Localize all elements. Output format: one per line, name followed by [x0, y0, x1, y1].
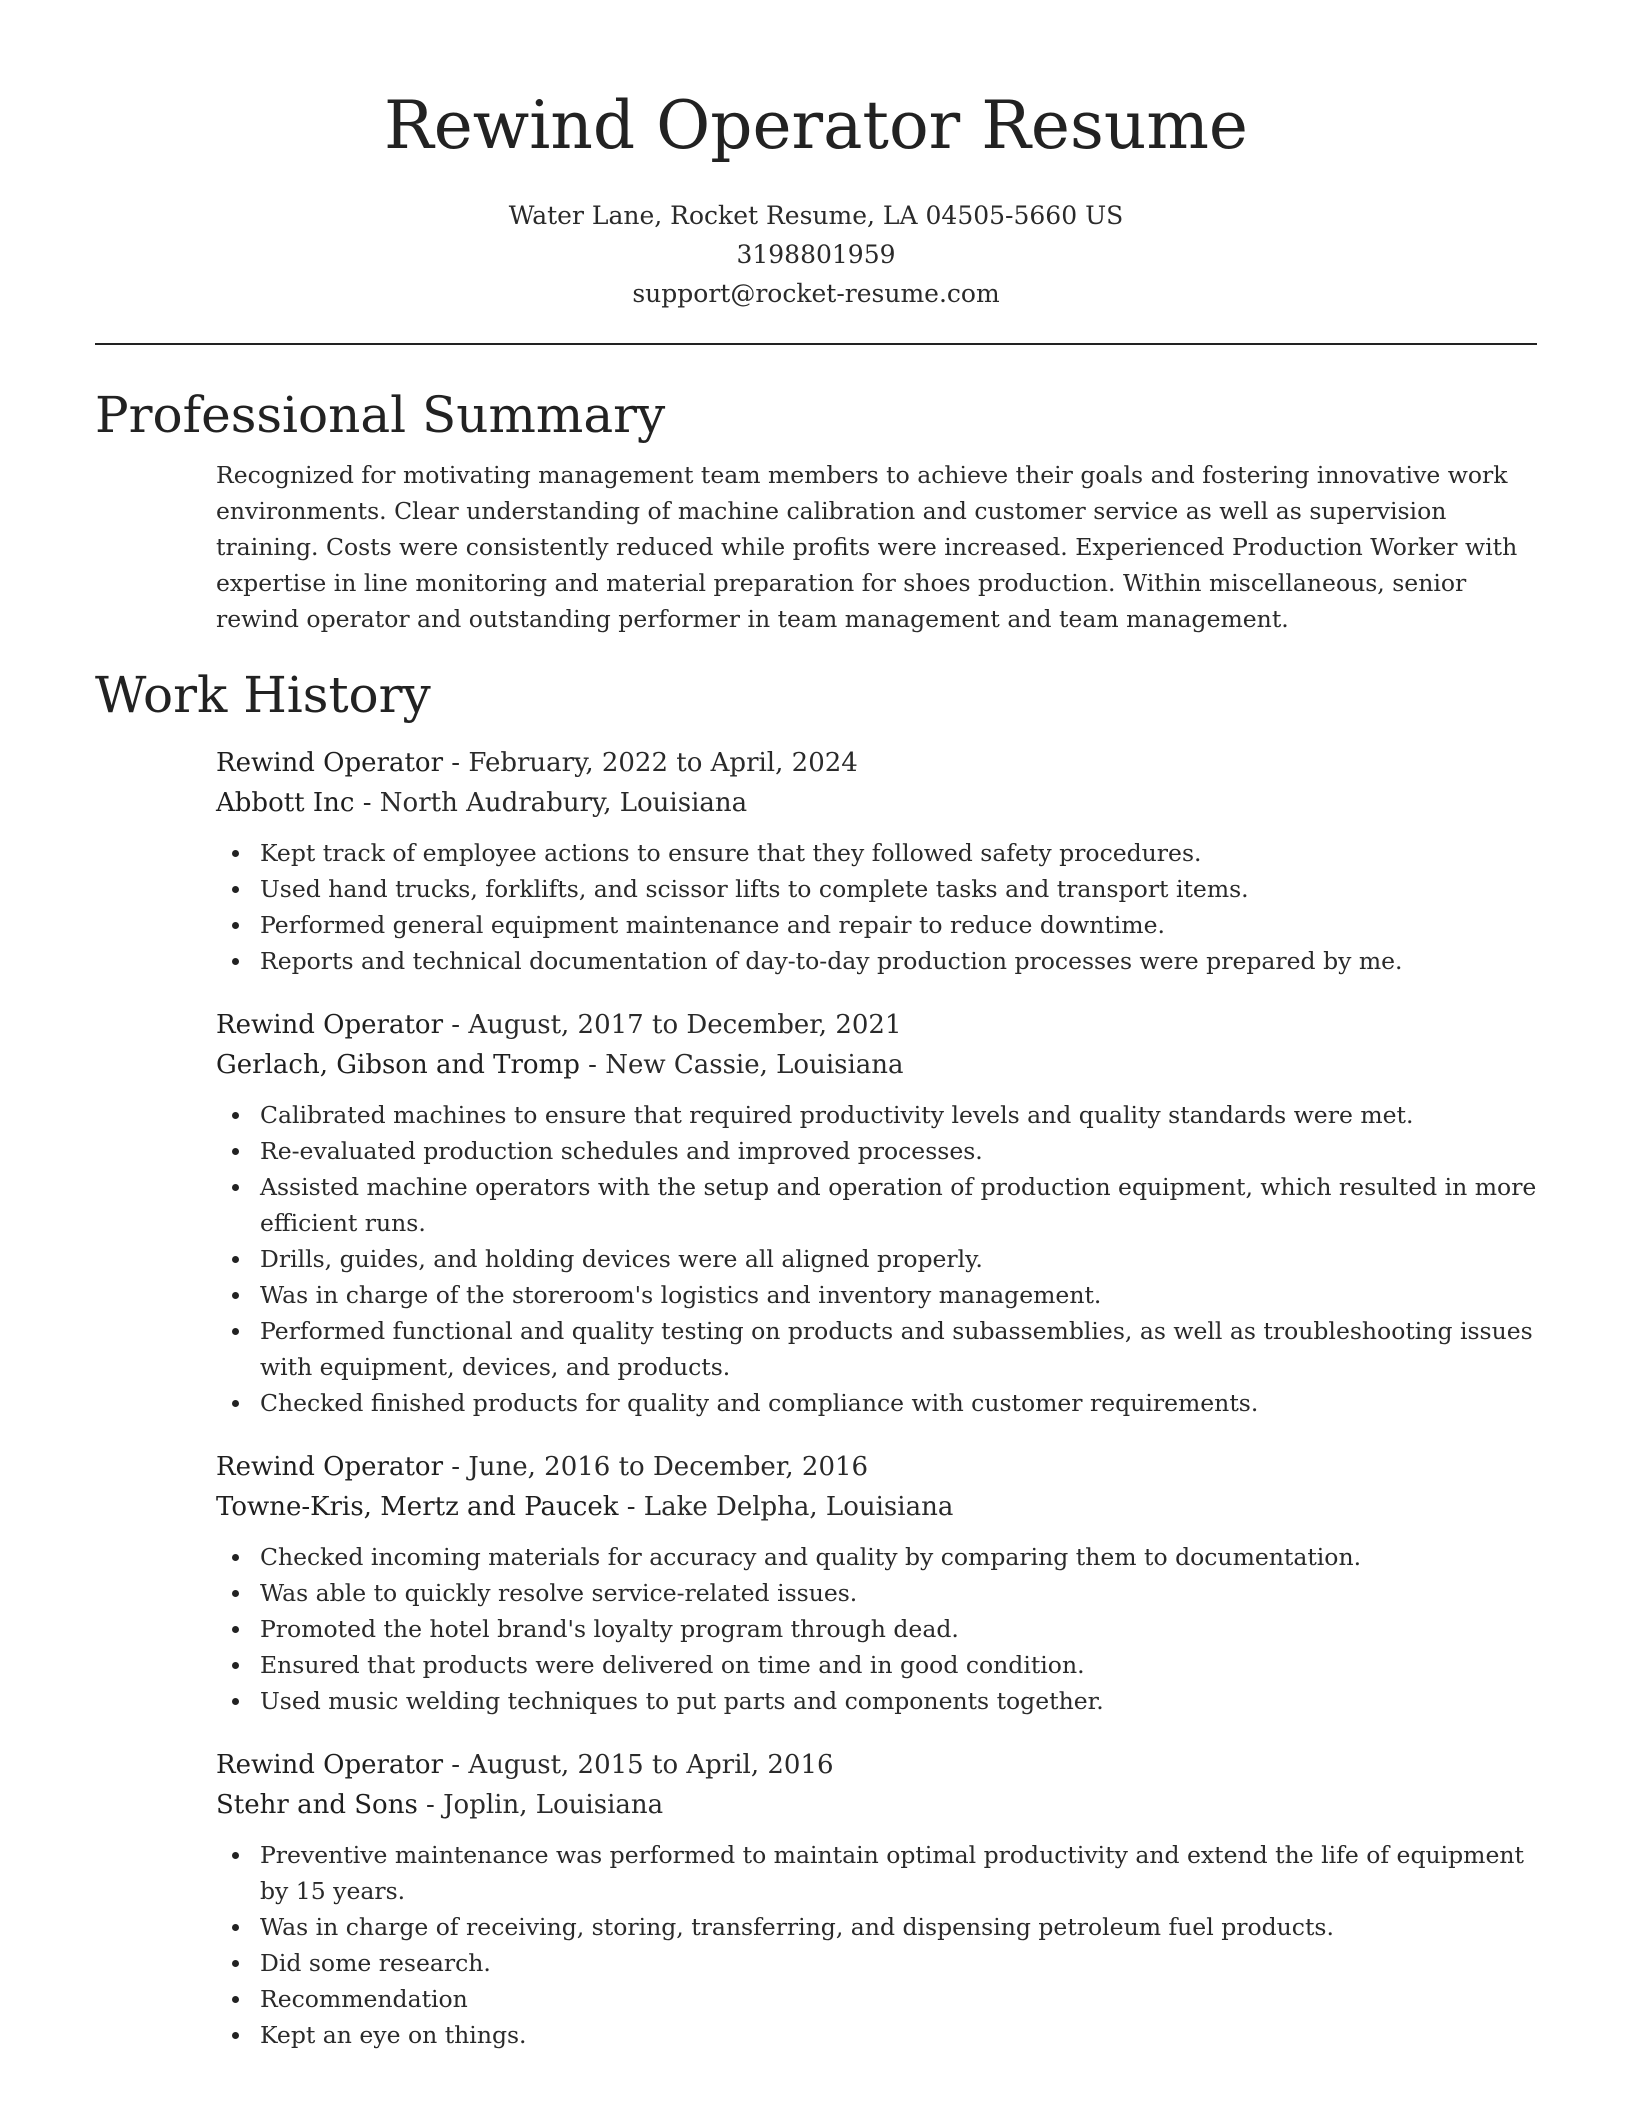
job-entry [216, 1005, 1537, 1421]
list-item: Promoted the hotel brand's loyalty program through dead. [216, 1611, 1537, 1647]
work-history-heading: Work History [95, 666, 431, 724]
list-item: Checked finished products for quality and compliance with customer requirements. [216, 1385, 1537, 1421]
job-bullet-list [216, 1539, 1537, 1719]
list-item: Reports and technical documentation of day-to-day production processes were prepared by me. [216, 943, 1537, 979]
job-dates: August, 2017 to December, 2021 [468, 1010, 902, 1040]
list-item: Kept an eye on things. [216, 2017, 1537, 2053]
job-position: Rewind Operator [216, 748, 443, 778]
list-item: Re-evaluated production schedules and improved processes. [216, 1133, 1537, 1169]
summary-text: Recognized for motivating management team members to achieve their goals and fostering innovative work environments. Clear understanding of machine calibration and customer service as well as supervision training. Costs were consistently reduced while profits were increased. Experienced Production Worker with expertise in line monitoring and material preparation for shoes production. Within miscellaneous, senior rewind operator and outstanding performer in team management and team management. [216, 461, 1518, 633]
list-item: Recommendation [216, 1981, 1537, 2017]
contact-email: support@rocket-resume.com [632, 279, 1000, 308]
job-entry [216, 1745, 1537, 2053]
summary-heading: Professional Summary [95, 386, 666, 444]
job-location: Joplin, Louisiana [443, 1790, 664, 1820]
job-entry [216, 743, 1537, 979]
list-item: Used music welding techniques to put parts and components together. [216, 1683, 1537, 1719]
work-history-section [95, 665, 1537, 2053]
job-dates: June, 2016 to December, 2016 [468, 1452, 869, 1482]
job-company-line: Towne-Kris, Mertz and Paucek - Lake Delpha, Louisiana [216, 1492, 954, 1522]
summary-section [95, 385, 1537, 637]
contact-info [95, 196, 1537, 313]
job-bullet-list [216, 835, 1537, 979]
job-location: Lake Delpha, Louisiana [643, 1492, 954, 1522]
job-company-line: Abbott Inc - North Audrabury, Louisiana [216, 788, 748, 818]
job-dates: February, 2022 to April, 2024 [468, 748, 858, 778]
job-title-line: Rewind Operator - June, 2016 to December, 2016 [216, 1452, 869, 1482]
job-location: North Audrabury, Louisiana [379, 788, 748, 818]
job-position: Rewind Operator [216, 1010, 443, 1040]
job-title-line: Rewind Operator - February, 2022 to April, 2024 [216, 748, 858, 778]
list-item: Checked incoming materials for accuracy and quality by comparing them to documentation. [216, 1539, 1537, 1575]
job-company: Towne-Kris, Mertz and Paucek [216, 1492, 619, 1522]
job-bullet-list [216, 1837, 1537, 2053]
job-dates: August, 2015 to April, 2016 [468, 1750, 834, 1780]
list-item: Was able to quickly resolve service-related issues. [216, 1575, 1537, 1611]
page-title: Rewind Operator Resume [384, 87, 1248, 164]
list-item: Performed functional and quality testing on products and subassemblies, as well as troubleshooting issues with equipment, devices, and products. [216, 1313, 1537, 1385]
header-divider [95, 343, 1537, 345]
job-company-line: Gerlach, Gibson and Tromp - New Cassie, Louisiana [216, 1050, 904, 1080]
list-item: Preventive maintenance was performed to maintain optimal productivity and extend the life of equipment by 15 years. [216, 1837, 1537, 1909]
job-entry [216, 1447, 1537, 1719]
job-position: Rewind Operator [216, 1452, 443, 1482]
list-item: Ensured that products were delivered on time and in good condition. [216, 1647, 1537, 1683]
job-location: New Cassie, Louisiana [605, 1050, 904, 1080]
job-company: Stehr and Sons [216, 1790, 418, 1820]
contact-phone: 3198801959 [736, 240, 896, 269]
job-bullet-list [216, 1097, 1537, 1421]
list-item: Used hand trucks, forklifts, and scissor lifts to complete tasks and transport items. [216, 871, 1537, 907]
job-company-line: Stehr and Sons - Joplin, Louisiana [216, 1790, 664, 1820]
job-title-line: Rewind Operator - August, 2015 to April, 2016 [216, 1750, 834, 1780]
list-item: Kept track of employee actions to ensure that they followed safety procedures. [216, 835, 1537, 871]
list-item: Calibrated machines to ensure that required productivity levels and quality standards were met. [216, 1097, 1537, 1133]
contact-address: Water Lane, Rocket Resume, LA 04505-5660 US [508, 201, 1124, 230]
list-item: Was in charge of receiving, storing, transferring, and dispensing petroleum fuel products. [216, 1909, 1537, 1945]
job-title-line: Rewind Operator - August, 2017 to December, 2021 [216, 1010, 902, 1040]
list-item: Assisted machine operators with the setup and operation of production equipment, which resulted in more efficient runs. [216, 1169, 1537, 1241]
job-company: Gerlach, Gibson and Tromp [216, 1050, 580, 1080]
job-position: Rewind Operator [216, 1750, 443, 1780]
resume-header [95, 0, 1537, 313]
list-item: Performed general equipment maintenance and repair to reduce downtime. [216, 907, 1537, 943]
list-item: Drills, guides, and holding devices were all aligned properly. [216, 1241, 1537, 1277]
list-item: Was in charge of the storeroom's logistics and inventory management. [216, 1277, 1537, 1313]
job-company: Abbott Inc [216, 788, 355, 818]
list-item: Did some research. [216, 1945, 1537, 1981]
